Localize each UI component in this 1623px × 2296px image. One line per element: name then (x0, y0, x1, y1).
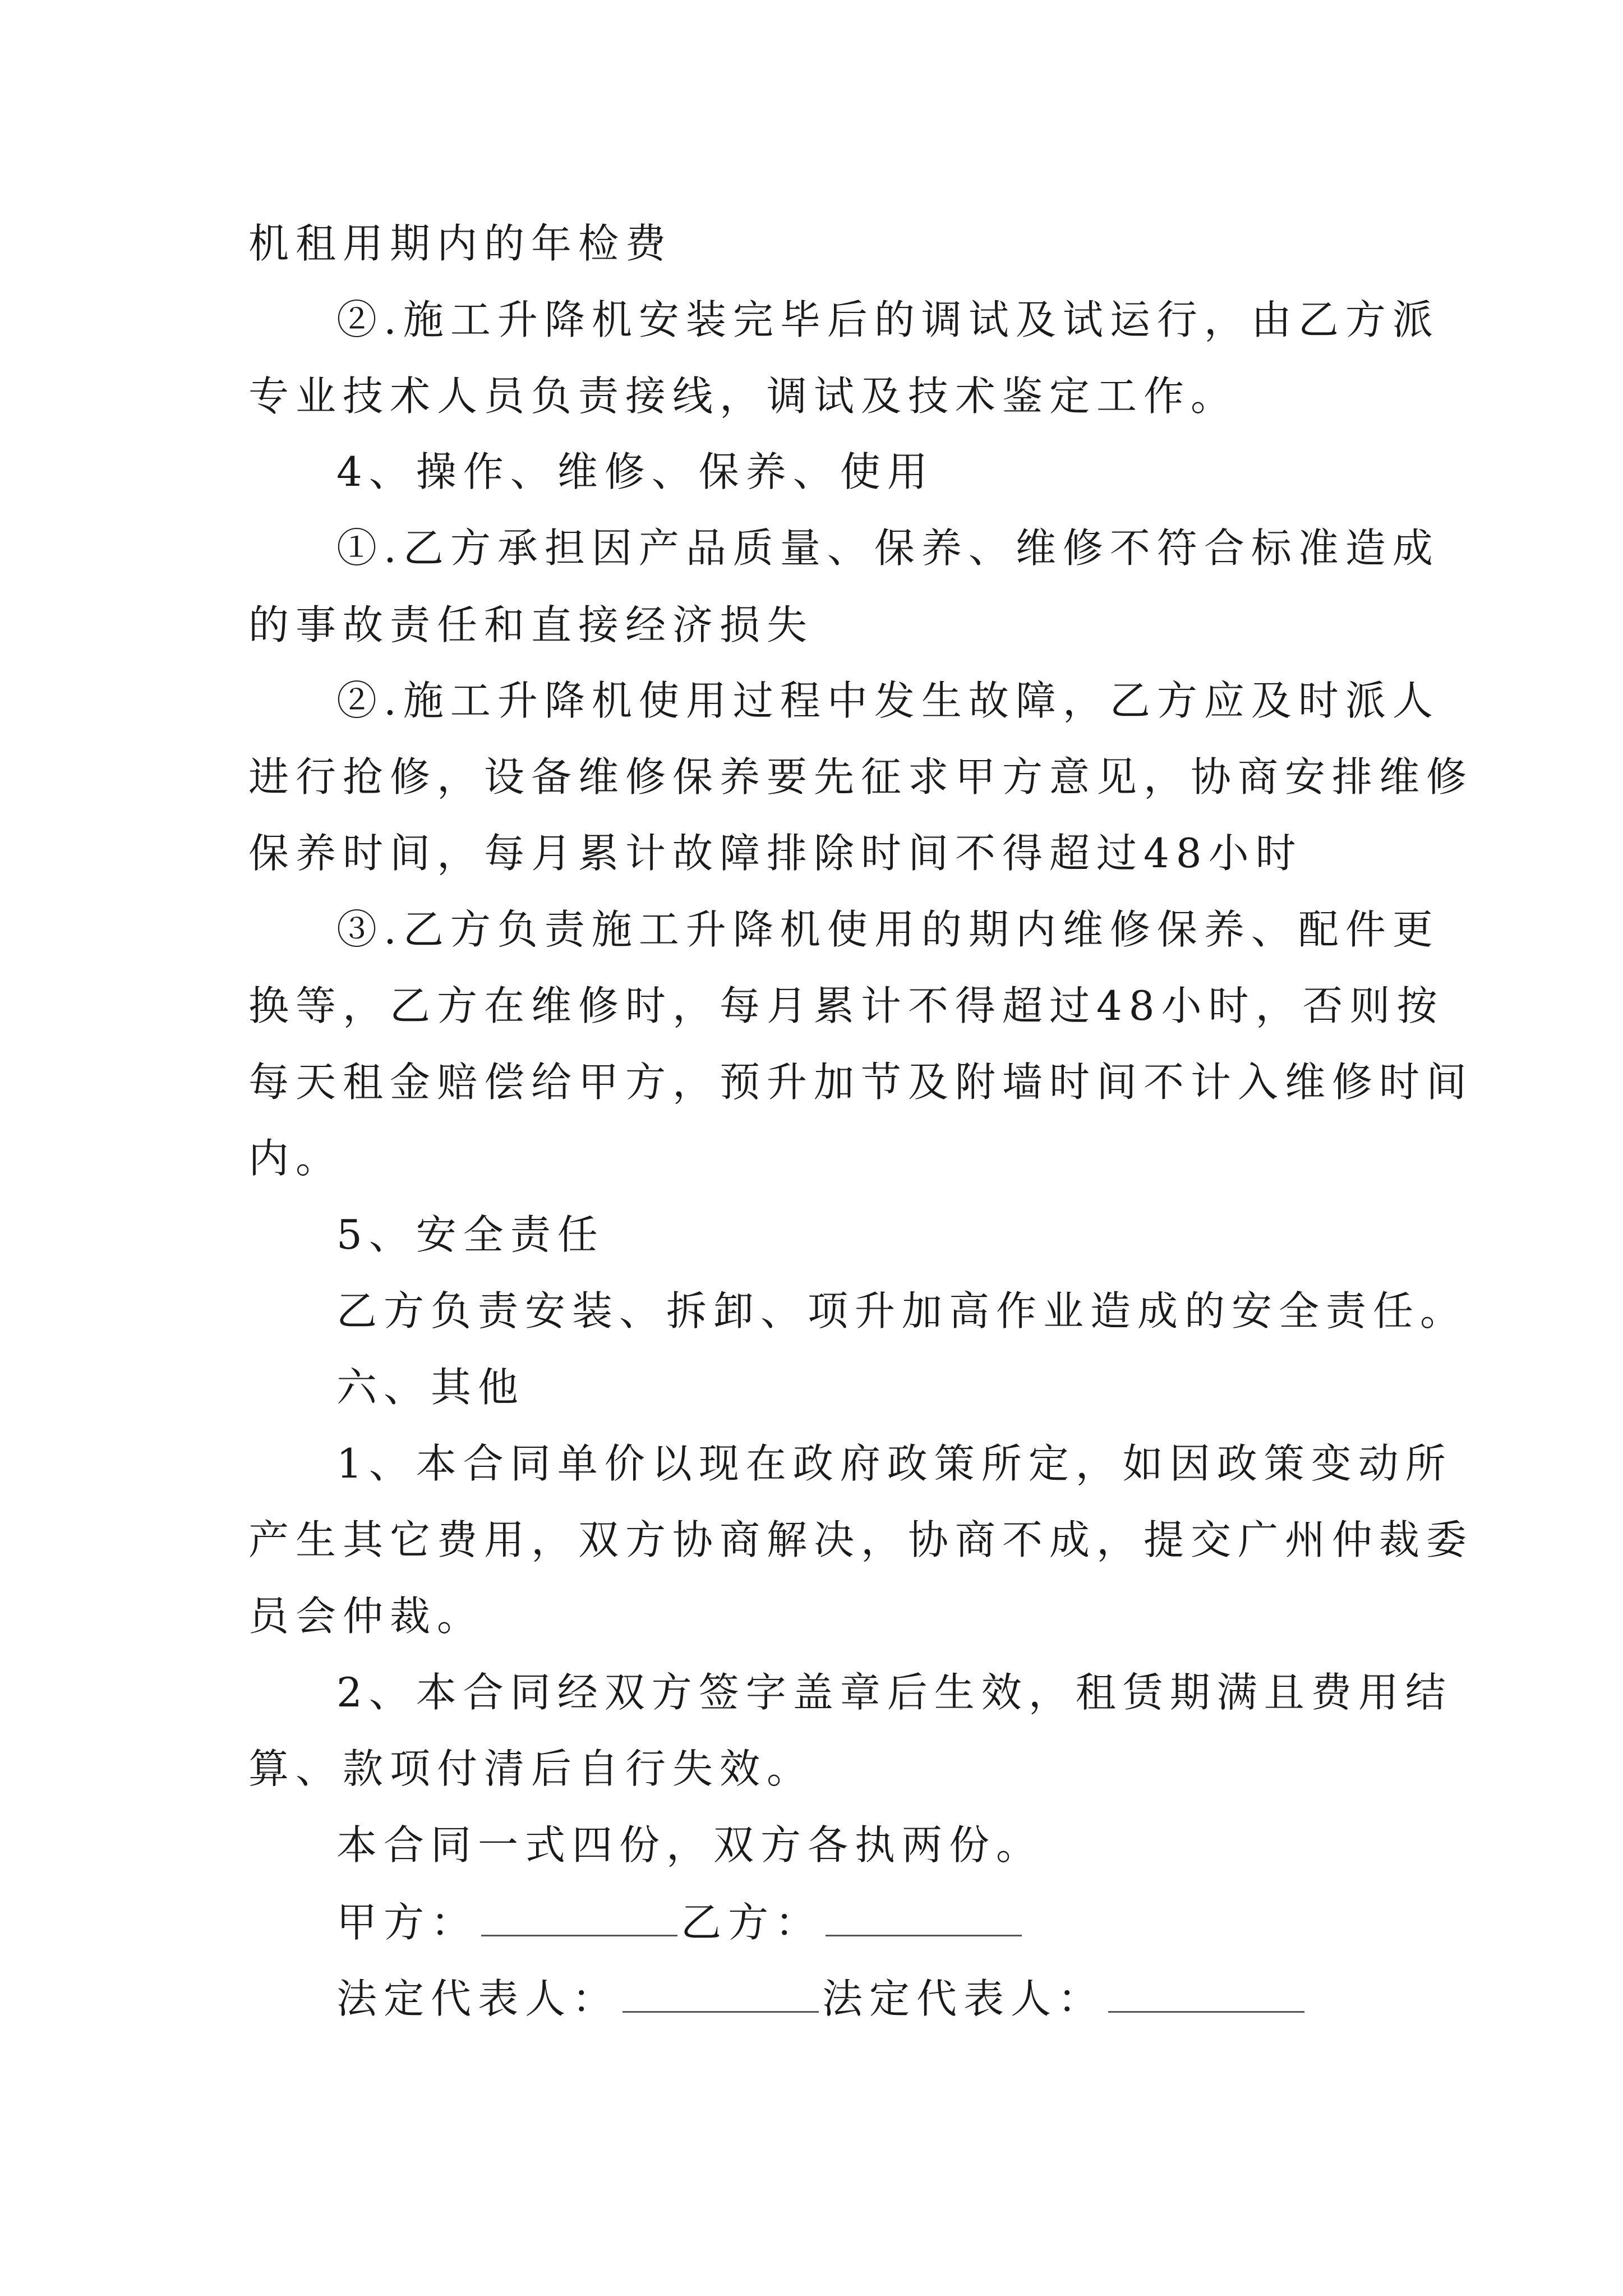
party-b-label: 乙方： (681, 1899, 823, 1946)
party-a-label: 甲方： (336, 1899, 478, 1946)
text-line: 算、款项付清后自行失效。 (248, 1745, 814, 1792)
text-line: 员会仲裁。 (248, 1593, 485, 1640)
text-line: 机租用期内的年检费 (248, 220, 673, 267)
party-a-blank (481, 1901, 677, 1936)
party-b-blank (826, 1901, 1022, 1936)
section-heading: 4、操作、维修、保养、使用 (336, 448, 934, 495)
text-line: ②.施工升降机安装完毕后的调试及试运行，由乙方派 (336, 296, 1440, 343)
text-line: ③.乙方负责施工升降机使用的期内维修保养、配件更 (336, 906, 1440, 953)
rep-a-blank (623, 1977, 819, 2013)
section-heading: 5、安全责任 (336, 1211, 605, 1258)
text-line: 进行抢修，设备维修保养要先征求甲方意见，协商安排维修 (248, 753, 1474, 800)
rep-b-label: 法定代表人： (822, 1975, 1105, 2022)
text-line: ①.乙方承担因产品质量、保养、维修不符合标准造成 (336, 524, 1440, 572)
text-line: 专业技术人员负责接线，调试及技术鉴定工作。 (248, 372, 1238, 420)
text-line: 乙方负责安装、拆卸、项升加高作业造成的安全责任。 (336, 1287, 1468, 1335)
text-line: 的事故责任和直接经济损失 (248, 601, 814, 648)
text-line: 保养时间，每月累计故障排除时间不得超过48小时 (248, 830, 1303, 877)
rep-b-blank (1108, 1977, 1304, 2013)
rep-a-label: 法定代表人： (336, 1975, 620, 2022)
section-heading: 六、其他 (336, 1364, 525, 1411)
text-line: ②.施工升降机使用过程中发生故障，乙方应及时派人 (336, 677, 1440, 724)
text-line: 1、本合同单价以现在政府政策所定，如因政策变动所 (336, 1440, 1453, 1487)
text-line: 本合同一式四份，双方各执两份。 (336, 1821, 1044, 1869)
text-line: 内。 (248, 1135, 343, 1182)
signature-parties-row (336, 1899, 1025, 1946)
text-line: 2、本合同经双方签字盖章后生效，租赁期满且费用结 (336, 1669, 1453, 1716)
signature-representatives-row (336, 1975, 1308, 2022)
text-line: 每天租金赔偿给甲方，预升加节及附墙时间不计入维修时间 (248, 1059, 1474, 1106)
text-line: 换等，乙方在维修时，每月累计不得超过48小时，否则按 (248, 982, 1444, 1029)
text-line: 产生其它费用，双方协商解决，协商不成，提交广州仲裁委 (248, 1516, 1474, 1563)
